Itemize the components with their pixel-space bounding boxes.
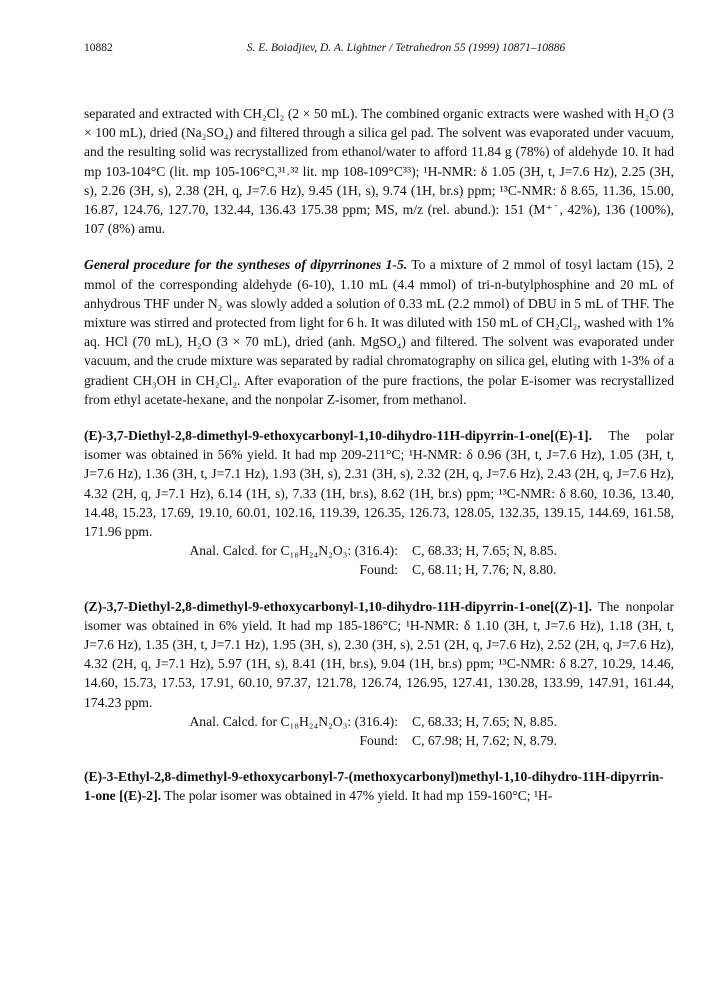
analysis-calcd-row <box>84 541 674 560</box>
article-body <box>84 104 674 806</box>
compound-z1-title: (Z)-3,7-Diethyl-2,8-dimethyl-9-ethoxycarbonyl-1,10-dihydro-11H-dipyrrin-1-one <box>84 598 551 614</box>
analysis-found-label: Found: <box>359 562 398 578</box>
compound-e1-label: [(E)-1]. <box>550 428 592 444</box>
compound-e1-title: (E)-3,7-Diethyl-2,8-dimethyl-9-ethoxycarbonyl-1,10-dihydro-11H-dipyrrin-1-one <box>84 428 551 444</box>
analysis-calcd-label: Anal. Calcd. for C₁₈H₂₄N₂O₃: (316.4): <box>189 713 398 729</box>
compound-z1-analysis <box>84 712 674 750</box>
analysis-found-row <box>84 731 674 750</box>
general-procedure-title: General procedure for the syntheses of dipyrrinones 1-5. <box>84 257 408 273</box>
compound-e1-paragraph <box>84 426 674 541</box>
compound-z1-text: The nonpolar isomer was obtained in 6% yield. It had mp 185-186°C; ¹H-NMR: δ 1.10 (3H, t, J=7.6 Hz), 1.18 (3H, t, J=7.6 Hz), 1.35 (3H, t, J=7.1 Hz), 1.95 (3H, s), 2.30 (3H, s), 2.51 (2H, q, J=7.6 Hz), 2.52 (2H, q, J=7.6 Hz), 4.32 (2H, q, J=7.1 Hz), 5.97 (1H, s), 8.41 (1H, br.s), 9.04 (1H, br.s) ppm; ¹³C-NMR: δ 8.27, 10.29, 14.46, 14.60, 15.73, 17.53, 17.91, 60.10, 97.37, 121.78, 126.74, 126.95, 127.41, 130.28, 133.99, 147.91, 161.44, 174.23 ppm. <box>84 598 674 710</box>
compound-e2-paragraph <box>84 767 674 805</box>
compound-z1-paragraph <box>84 597 674 712</box>
analysis-calcd-value: C, 68.33; H, 7.65; N, 8.85. <box>412 543 558 559</box>
compound-e2-text: The polar isomer was obtained in 47% yield. It had mp 159-160°C; ¹H- <box>164 788 553 804</box>
compound-z1-label: [(Z)-1]. <box>550 598 592 614</box>
general-procedure-text: To a mixture of 2 mmol of tosyl lactam (15), 2 mmol of the corresponding aldehyde (6-10), 1.10 mL (4.4 mmol) of tri-n-butylphosphine and 20 mL of anhydrous THF under N₂ was slowly added a solution of 0.33 mL (2.2 mmol) of DBU in 5 mL of THF. The mixture was stirred and protected from light for 6 h. It was diluted with 150 mL of CH₂Cl₂, washed with 1% aq. HCl (70 mL), H₂O (3 × 70 mL), dried (anh. MgSO₄) and filtered. The solvent was evaporated under vacuum, and the crude mixture was separated by radial chromatography on silica gel, eluting with 1-3% of a gradient CH₃OH in CH₂Cl₂. After evaporation of the pure fractions, the polar E-isomer was recrystallized from ethyl acetate-hexane, and the nonpolar Z-isomer, from methanol. <box>84 257 675 407</box>
aldehyde-paragraph: separated and extracted with CH₂Cl₂ (2 × 50 mL). The combined organic extracts were washed with H₂O (3 × 100 mL), dried (Na₂SO₄) and filtered through a silica gel pad. The solvent was evaporated under vacuum, and the resulting solid was recrystallized from ethanol/water to afford 11.84 g (78%) of aldehyde 10. It had mp 103-104°C (lit. mp 105-106°C,³¹˒³² lit. mp 108-109°C³³); ¹H-NMR: δ 1.05 (3H, t, J=7.6 Hz), 2.25 (3H, s), 2.26 (3H, s), 2.38 (2H, q, J=7.6 Hz), 9.45 (1H, s), 9.74 (1H, br.s) ppm; ¹³C-NMR: δ 8.65, 11.36, 15.00, 16.87, 124.76, 127.70, 132.44, 136.43 175.38 ppm; MS, m/z (rel. abund.): 151 (M⁺˙, 42%), 136 (100%), 107 (8%) amu. <box>84 106 674 237</box>
analysis-found-label: Found: <box>359 733 398 749</box>
analysis-calcd-value: C, 68.33; H, 7.65; N, 8.85. <box>412 713 558 729</box>
analysis-found-row <box>84 560 674 579</box>
analysis-found-value: C, 68.11; H, 7.76; N, 8.80. <box>412 562 557 578</box>
compound-e2-label: [(E)-2]. <box>119 788 162 804</box>
page-number: 10882 <box>84 42 113 54</box>
compound-e2-title: (E)-3-Ethyl-2,8-dimethyl-9-ethoxycarbonyl-7-(methoxycarbonyl)methyl-1,10-dihydro-11H-dipyrrin-1-one <box>84 769 664 804</box>
compound-e1-text: The polar isomer was obtained in 56% yield. It had mp 209-211°C; ¹H-NMR: δ 0.96 (3H, t, J=7.6 Hz), 1.05 (3H, t, J=7.6 Hz), 1.36 (3H, t, J=7.1 Hz), 1.93 (3H, s), 2.31 (3H, s), 2.32 (2H, q, J=7.6 Hz), 2.43 (2H, q, J=7.6 Hz), 4.32 (2H, q, J=7.1 Hz), 6.14 (1H, s), 7.33 (1H, br.s), 8.62 (1H, br.s) ppm; ¹³C-NMR: δ 8.60, 10.36, 13.40, 14.48, 15.23, 17.69, 19.10, 60.01, 102.16, 119.39, 126.35, 126.73, 128.05, 132.35, 139.15, 144.69, 161.58, 171.96 ppm. <box>84 428 675 540</box>
general-procedure-paragraph <box>84 255 674 409</box>
journal-reference: S. E. Boiadjiev, D. A. Lightner / Tetrahedron 55 (1999) 10871–10886 <box>246 42 566 54</box>
analysis-calcd-row <box>84 712 674 731</box>
analysis-calcd-label: Anal. Calcd. for C₁₈H₂₄N₂O₃: (316.4): <box>189 543 398 559</box>
analysis-found-value: C, 67.98; H, 7.62; N, 8.79. <box>412 733 558 749</box>
compound-e1-analysis <box>84 541 674 579</box>
